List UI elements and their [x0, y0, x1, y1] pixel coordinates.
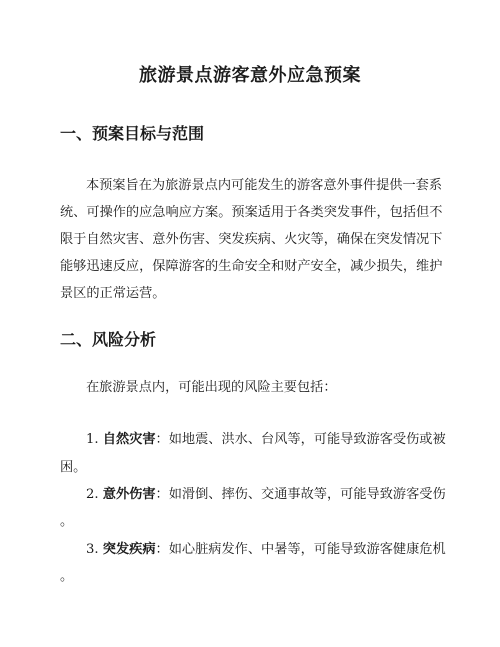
risk-item-desc: ：如地震、洪水、台风等，可能导致游客受伤或被	[155, 432, 446, 447]
risk-item-continuation: 困。	[60, 460, 87, 475]
paragraph-line: 本预案旨在为旅游景点内可能发生的游客意外事件提供一套系	[86, 178, 443, 193]
risk-item-desc: ：如心脏病发作、中暑等，可能导致游客健康危机	[155, 542, 446, 557]
paragraph-line: 统、可操作的应急响应方案。预案适用于各类突发事件，包括但不	[60, 205, 443, 220]
section-heading-goals: 一、预案目标与范围	[60, 124, 205, 143]
risk-item-continuation: 。	[60, 569, 74, 584]
risk-item-desc: ：如滑倒、摔伤、交通事故等，可能导致游客受伤	[155, 487, 446, 502]
paragraph-line: 能够迅速反应，保障游客的生命安全和财产安全，减少损失，维护	[60, 259, 443, 274]
risk-item	[86, 485, 446, 505]
document-title: 旅游景点游客意外应急预案	[139, 65, 361, 86]
risk-intro: 在旅游景点内，可能出现的风险主要包括：	[86, 380, 337, 395]
paragraph-line: 景区的正常运营。	[60, 286, 166, 301]
risk-item	[86, 430, 446, 450]
risk-item	[86, 540, 446, 560]
section-heading-risk: 二、风险分析	[60, 330, 157, 349]
paragraph-line: 限于自然灾害、意外伤害、突发疾病、火灾等，确保在突发情况下	[60, 232, 443, 247]
risk-item-continuation: 。	[60, 514, 74, 529]
risk-item-number: 2.	[86, 487, 99, 502]
risk-item-number: 1.	[86, 432, 99, 447]
risk-item-term: 意外伤害	[102, 487, 156, 502]
risk-item-term: 突发疾病	[102, 542, 156, 557]
risk-item-number: 3.	[86, 542, 99, 557]
risk-item-term: 自然灾害	[102, 432, 156, 447]
